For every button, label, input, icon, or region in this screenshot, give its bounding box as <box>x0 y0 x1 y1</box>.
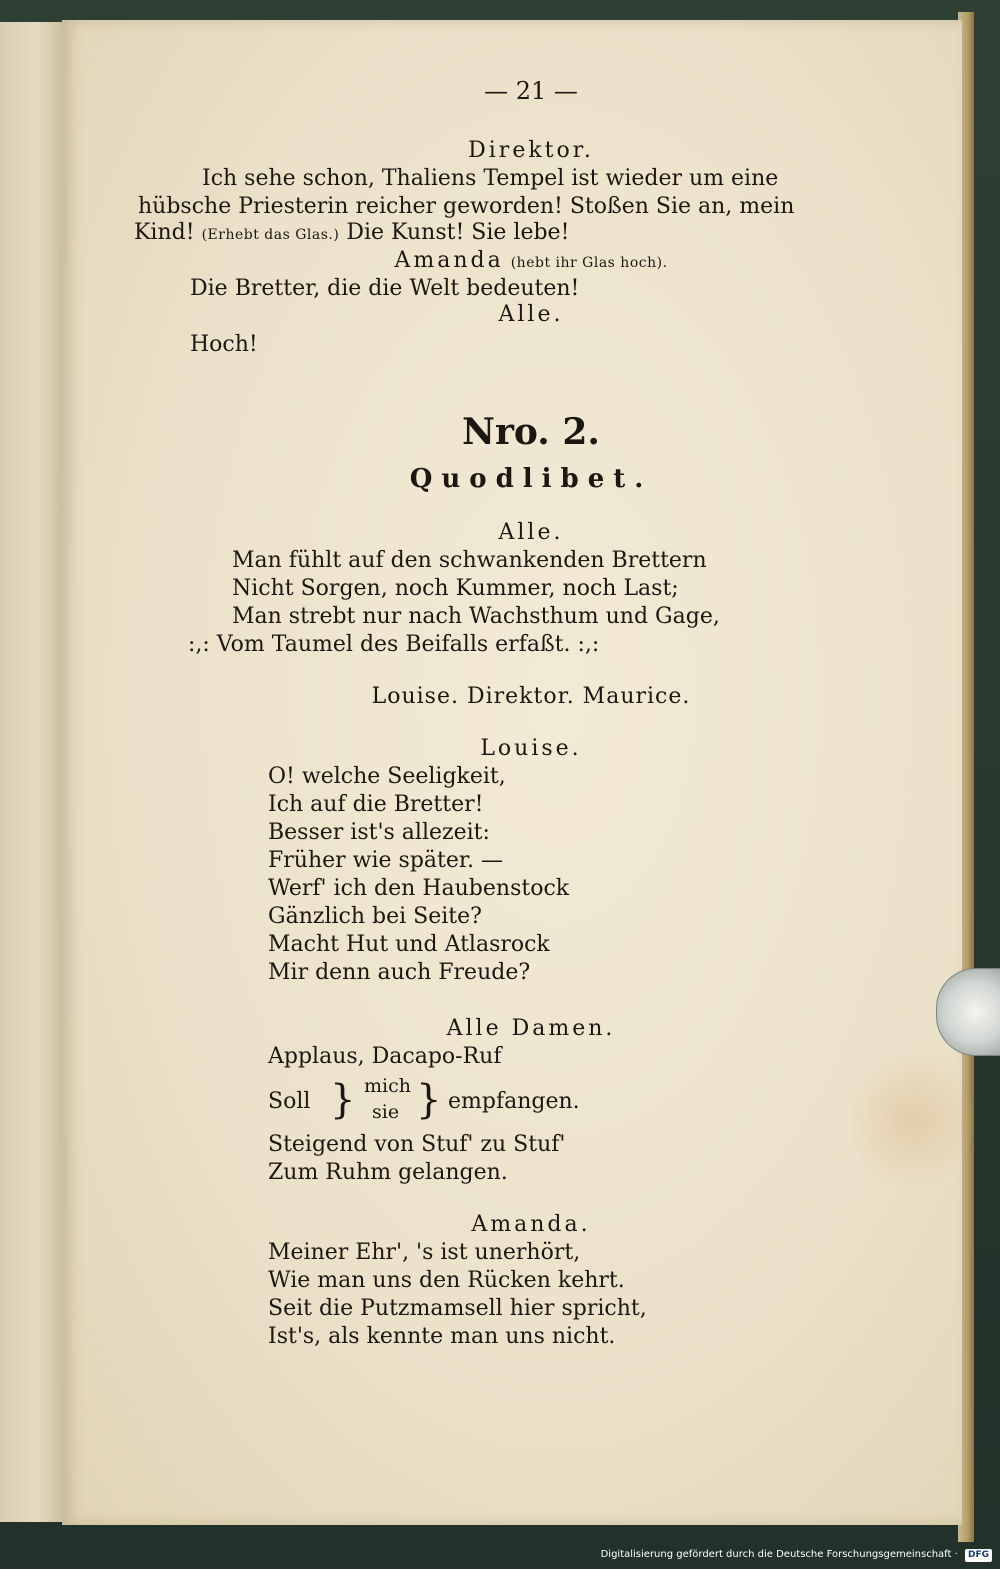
verse-brace-group <box>268 1072 668 1130</box>
speaker-alle-damen: Alle Damen. <box>446 1016 616 1041</box>
page-clip <box>936 968 1000 1056</box>
speaker-amanda: Amanda <box>394 248 504 273</box>
text-line: Hoch! <box>190 332 258 357</box>
page-number: — 21 — <box>484 77 578 105</box>
text-line: hübsche Priesterin reicher geworden! Stoßen Sie an, mein <box>138 194 795 219</box>
speaker-amanda: Amanda. <box>471 1212 591 1237</box>
verse-alternative: sie <box>372 1101 400 1123</box>
speaker-alle: Alle. <box>498 302 564 327</box>
verse-line: Ist's, als kennte man uns nicht. <box>268 1324 616 1349</box>
verse-line: Wie man uns den Rücken kehrt. <box>268 1268 625 1293</box>
left-brace: } <box>330 1077 356 1123</box>
text-fragment: Kind! <box>134 220 195 245</box>
speaker-line <box>62 248 1000 276</box>
funding-footer <box>600 1546 992 1564</box>
verse-fragment: Soll <box>268 1089 311 1114</box>
verse-alternative: mich <box>364 1075 411 1097</box>
paper-stain <box>852 1040 972 1200</box>
stage-direction: (hebt ihr Glas hoch). <box>510 255 668 271</box>
right-brace: } <box>416 1077 442 1123</box>
stage-direction: (Erhebt das Glas.) <box>201 227 340 243</box>
verse-line: Man strebt nur nach Wachsthum und Gage, <box>232 604 720 629</box>
verse-line: Seit die Putzmamsell hier spricht, <box>268 1296 647 1321</box>
speakers-list: Louise. Direktor. Maurice. <box>371 684 691 709</box>
verse-line: Ich auf die Bretter! <box>268 792 484 817</box>
text-fragment: Die Kunst! Sie lebe! <box>346 220 570 245</box>
verse-line: Früher wie später. — <box>268 848 503 873</box>
book-page <box>62 20 962 1525</box>
verse-line: Gänzlich bei Seite? <box>268 904 482 929</box>
section-number: Nro. 2. <box>462 411 600 453</box>
verse-line: Applaus, Dacapo-Ruf <box>268 1044 502 1069</box>
verse-line: Mir denn auch Freude? <box>268 960 531 985</box>
verse-line: Zum Ruhm gelangen. <box>268 1160 508 1185</box>
verse-line: Macht Hut und Atlasrock <box>268 932 550 957</box>
verse-line: Werf' ich den Haubenstock <box>268 876 570 901</box>
verse-line: O! welche Seeligkeit, <box>268 764 506 789</box>
verse-line: Steigend von Stuf' zu Stuf' <box>268 1132 566 1157</box>
verse-line: Meiner Ehr', 's ist unerhört, <box>268 1240 581 1265</box>
funding-notice: Digitalisierung gefördert durch die Deutsche Forschungsgemeinschaft · <box>600 1549 958 1560</box>
verse-line: Man fühlt auf den schwankenden Brettern <box>232 548 707 573</box>
speaker-louise: Louise. <box>480 736 582 761</box>
dfg-logo: DFG <box>965 1549 992 1562</box>
verse-fragment: empfangen. <box>448 1089 580 1114</box>
verse-line: Besser ist's allezeit: <box>268 820 490 845</box>
text-line: Ich sehe schon, Thaliens Tempel ist wieder um eine <box>202 166 779 191</box>
section-title: Quodlibet. <box>409 464 653 494</box>
speaker-alle: Alle. <box>498 520 564 545</box>
verse-line: Nicht Sorgen, noch Kummer, noch Last; <box>232 576 679 601</box>
left-page-edge <box>0 22 64 1522</box>
verse-line: :,: Vom Taumel des Beifalls erfaßt. :,: <box>188 632 600 657</box>
speaker-direktor: Direktor. <box>468 138 594 163</box>
text-line <box>134 220 569 248</box>
text-line: Die Bretter, die die Welt bedeuten! <box>190 276 580 301</box>
